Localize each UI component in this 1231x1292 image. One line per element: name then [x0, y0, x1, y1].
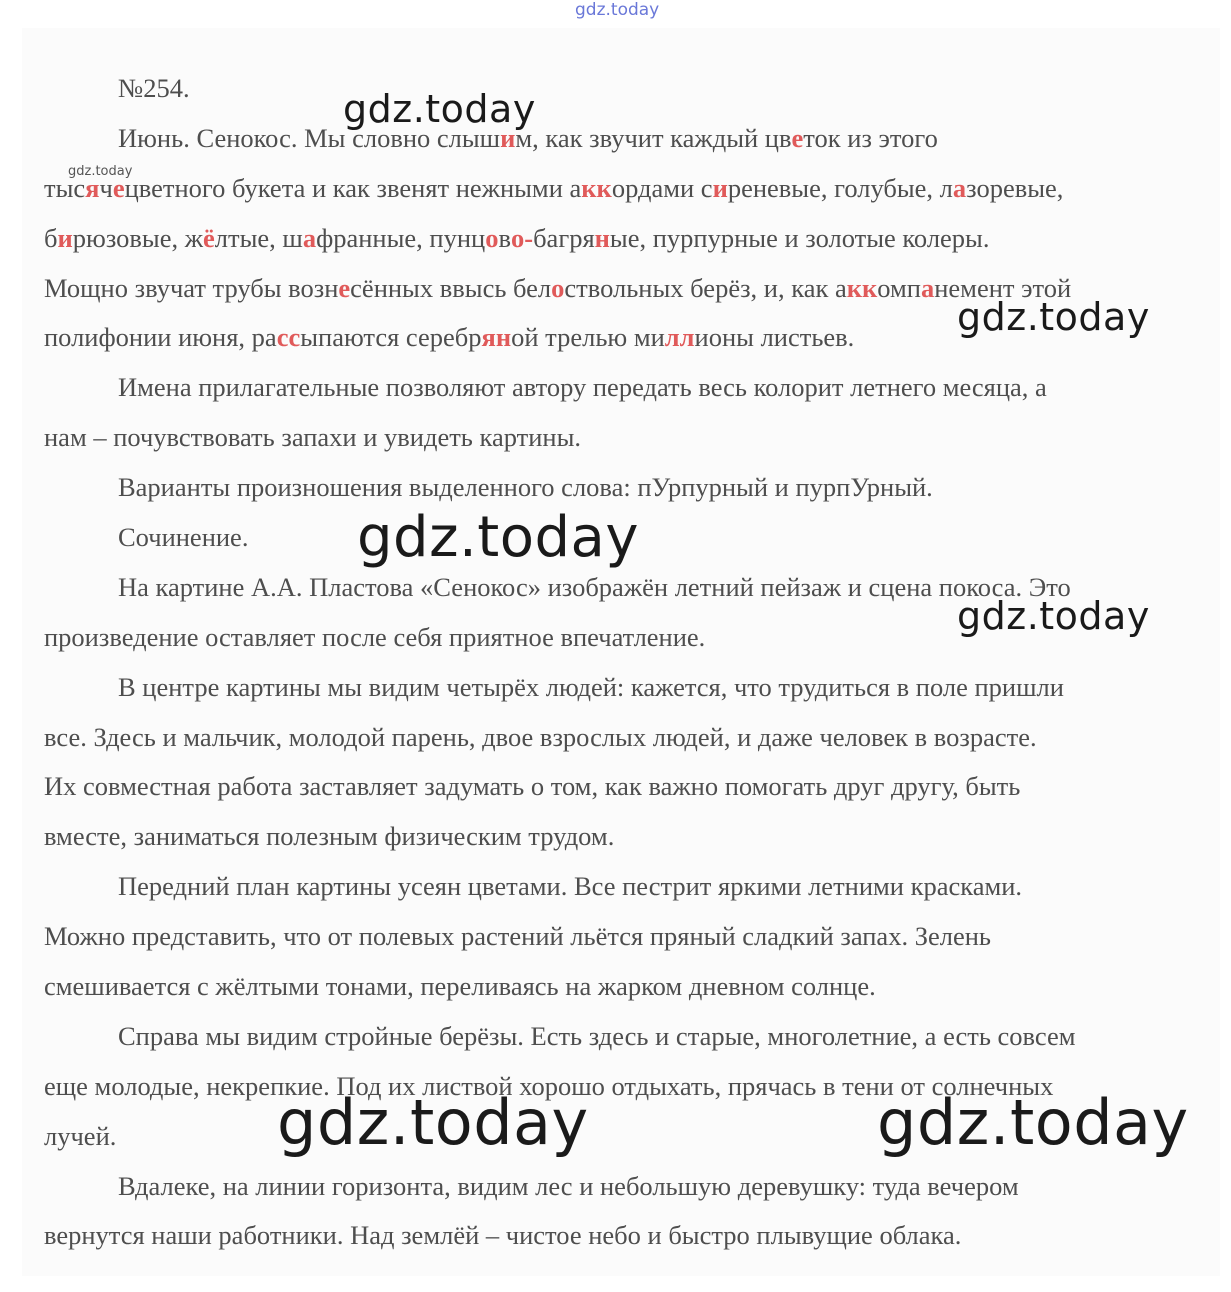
text-segment: рюзовые, ж [72, 222, 204, 253]
section-heading: Сочинение. [118, 522, 249, 553]
text-line: Передний план картины усеян цветами. Все пестрит яркими летними красками. [118, 871, 1023, 902]
text-line: лучей. [44, 1120, 117, 1151]
watermark: gdz.today [357, 505, 640, 570]
text-segment: ыпаются серебр [300, 322, 482, 353]
text-segment: лтые, ш [214, 222, 303, 253]
highlighted-letter: я [85, 172, 100, 203]
highlighted-letter: ян [481, 322, 512, 353]
text-segment: ые, пурпурные и золотые колеры. [609, 222, 990, 253]
highlighted-letter: сс [276, 322, 301, 353]
text-segment: ордами с [611, 172, 713, 203]
text-line: Их совместная работа заставляет задумать о том, как важно помогать друг другу, быть [44, 771, 1021, 802]
highlighted-letter: кк [846, 272, 878, 303]
text-segment: ионы листьев. [694, 322, 855, 353]
text-segment: ствольных берёз, и, как а [564, 272, 847, 303]
text-line: Варианты произношения выделенного слова: пУрпурный и пурпУрный. [118, 472, 933, 503]
text-line: Вдалеке, на линии горизонта, видим лес и небольшую деревушку: туда вечером [118, 1170, 1019, 1201]
text-segment: м, как звучит каждый цв [515, 122, 792, 153]
watermark: gdz.today [957, 594, 1150, 638]
watermark: gdz.today [343, 87, 536, 131]
text-segment: багря [533, 222, 595, 253]
highlighted-letter: а [302, 222, 317, 253]
text-line: Можно представить, что от полевых растений льётся пряный сладкий запах. Зелень [44, 921, 991, 952]
highlighted-letter: н [594, 222, 610, 253]
text-segment: сённых ввысь бел [350, 272, 552, 303]
highlighted-letter: и [712, 172, 728, 203]
text-segment: ток из этого [803, 122, 938, 153]
text-line [44, 164, 1184, 214]
text-segment: омп [877, 272, 921, 303]
watermark: gdz.today [877, 1086, 1189, 1159]
text-segment: франные, пунц [316, 222, 486, 253]
exercise-number: №254. [118, 73, 190, 103]
document-body [44, 64, 1184, 1261]
highlighted-letter: ё [203, 222, 215, 253]
highlighted-letter: е [338, 272, 351, 303]
text-segment: полифонии июня, ра [44, 322, 277, 353]
highlighted-letter: кк [581, 172, 612, 203]
highlighted-letter: е [112, 172, 125, 203]
highlighted-letter: о- [511, 222, 534, 253]
text-line: На картине А.А. Пластова «Сенокос» изображён летний пейзаж и сцена покоса. Это [118, 571, 1071, 602]
text-segment: цветного букета и как звенят нежными а [124, 172, 582, 203]
text-line: вернутся наши работники. Над землёй – чистое небо и быстро плывущие облака. [44, 1220, 962, 1251]
text-line: Справа мы видим стройные берёзы. Есть здесь и старые, многолетние, а есть совсем [118, 1020, 1076, 1051]
text-line: Имена прилагательные позволяют автору передать весь колорит летнего месяца, а [118, 372, 1047, 403]
text-line: смешивается с жёлтыми тонами, переливаясь на жарком дневном солнце. [44, 971, 876, 1002]
watermark: gdz.today [957, 295, 1150, 339]
highlighted-letter: и [500, 122, 516, 153]
text-line [44, 214, 1184, 264]
text-segment: реневые, голубые, л [727, 172, 953, 203]
text-line: произведение оставляет после себя приятное впечатление. [44, 621, 706, 652]
text-line: еще молодые, некрепкие. Под их листвой хорошо отдыхать, прячась в тени от солнечных [44, 1070, 1054, 1101]
watermark-top: gdz.today [575, 0, 660, 20]
text-segment: зоревые, [966, 172, 1064, 203]
highlighted-letter: о [551, 272, 565, 303]
highlighted-letter: о [485, 222, 499, 253]
text-line: вместе, заниматься полезным физическим трудом. [44, 821, 615, 852]
highlighted-letter: и [57, 222, 73, 253]
text-segment: тыс [44, 172, 86, 203]
text-line: В центре картины мы видим четырёх людей: кажется, что трудиться в поле пришли [118, 671, 1064, 702]
highlighted-letter: а [952, 172, 967, 203]
watermark-small: gdz.today [68, 164, 133, 179]
text-segment: Июнь. Сенокос. Мы словно слыш [118, 122, 501, 153]
text-line [44, 114, 1184, 164]
text-segment: в [498, 222, 511, 253]
watermark: gdz.today [277, 1086, 589, 1159]
text-line: нам – почувствовать запахи и увидеть картины. [44, 422, 582, 453]
text-segment: б [44, 222, 58, 253]
highlighted-letter: лл [664, 322, 695, 353]
text-line: все. Здесь и мальчик, молодой парень, двое взрослых людей, и даже человек в возрасте. [44, 721, 1037, 752]
text-segment: ч [99, 172, 113, 203]
text-segment: немент этой [934, 272, 1072, 303]
highlighted-letter: а [920, 272, 935, 303]
highlighted-letter: е [791, 122, 804, 153]
text-segment: ой трелью ми [511, 322, 665, 353]
text-segment: Мощно звучат трубы возн [44, 272, 339, 303]
